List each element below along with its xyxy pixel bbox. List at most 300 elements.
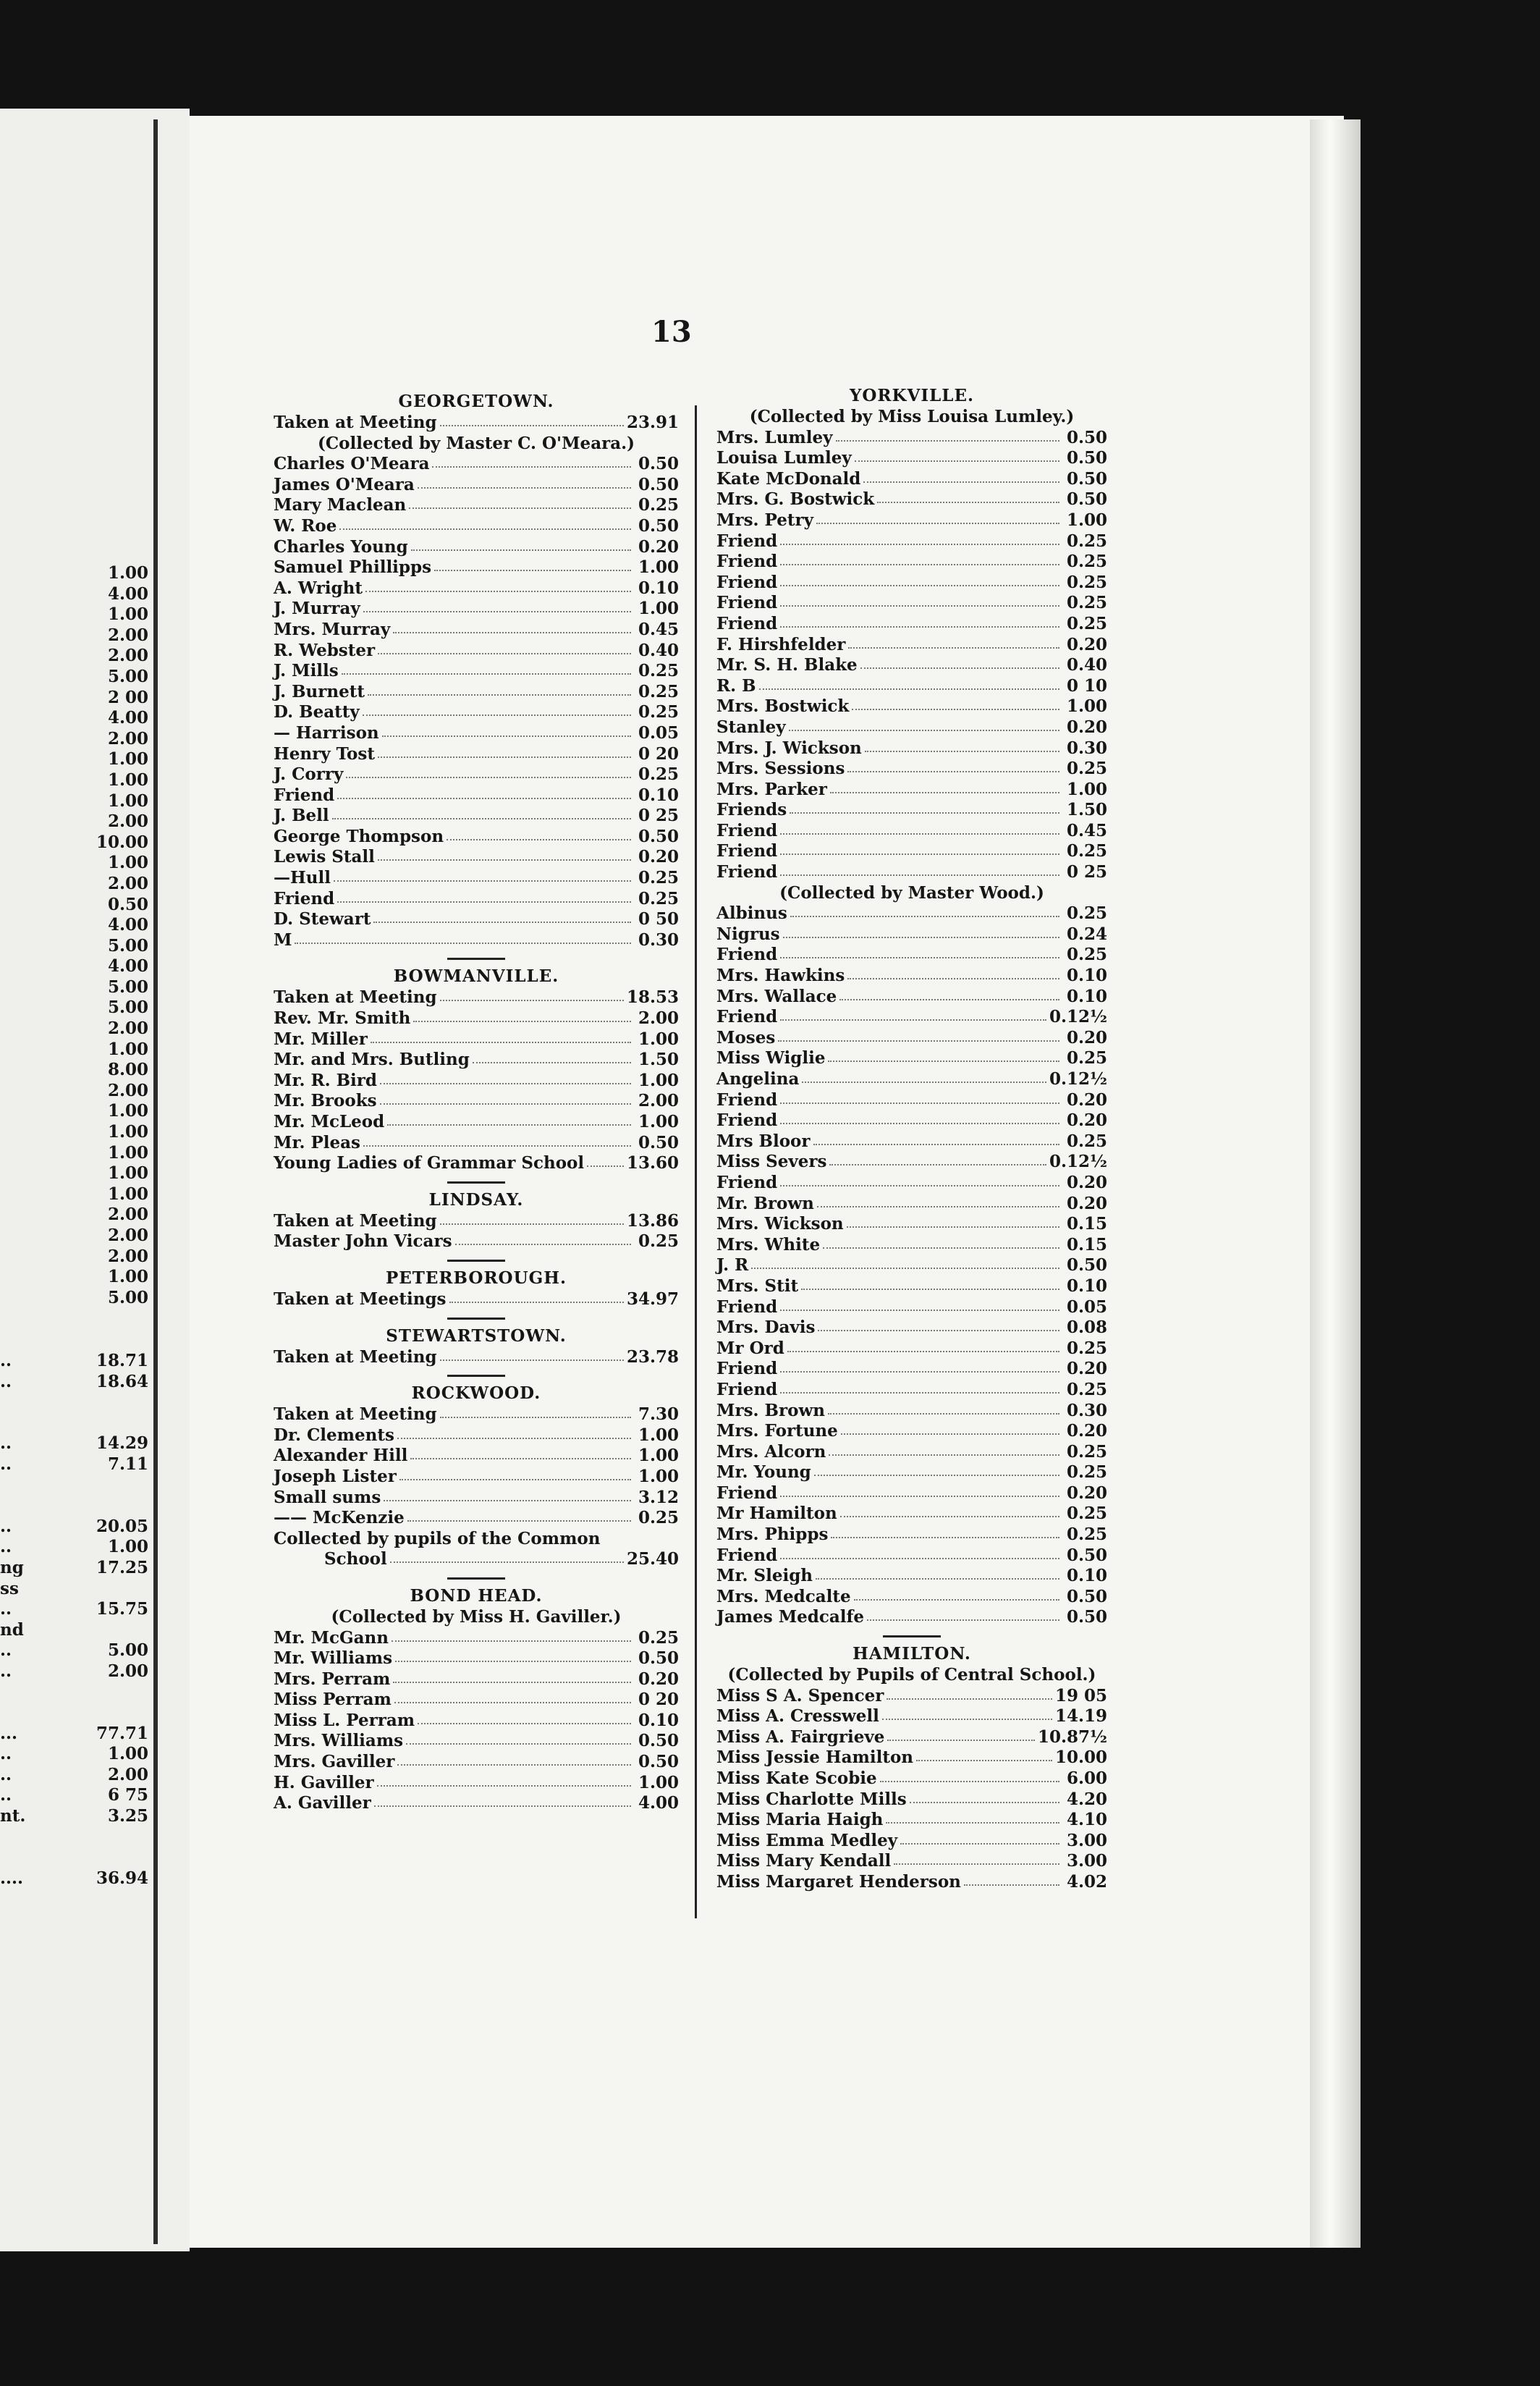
donation-row	[274, 413, 679, 434]
section-rule	[883, 1635, 941, 1637]
donation-row	[274, 889, 679, 910]
leader-dots	[916, 1748, 1052, 1761]
previous-page-lower-line	[0, 1392, 148, 1413]
donation-row	[274, 1711, 679, 1732]
section-title: LINDSAY.	[428, 1189, 524, 1210]
leader-dots	[346, 764, 631, 778]
previous-page-fragment: ..	[0, 1785, 12, 1805]
donor-name: Taken at Meeting	[274, 413, 437, 432]
leader-dots	[860, 655, 1059, 669]
leader-dots	[380, 1091, 631, 1105]
donor-name: Miss Kate Scobie	[716, 1769, 877, 1788]
leader-dots	[829, 1152, 1046, 1165]
leader-dots	[828, 1048, 1059, 1062]
donation-amount: 0.10	[638, 785, 679, 805]
previous-page-fragment: ..	[0, 1661, 12, 1681]
donor-name: D. Beatty	[274, 702, 360, 722]
donor-name: School	[324, 1549, 387, 1569]
previous-page-fragment: ..	[0, 1371, 12, 1391]
donor-name: —— McKenzie	[274, 1508, 405, 1528]
donation-amount: 0.25	[1066, 1338, 1107, 1358]
previous-page-fragment: ..	[0, 1599, 12, 1619]
donor-name: Mr. S. H. Blake	[716, 655, 858, 675]
donation-row	[716, 738, 1107, 759]
leader-dots	[814, 1462, 1059, 1476]
donor-name: M	[274, 929, 292, 950]
donation-amount: 0.25	[638, 1508, 679, 1528]
donor-name: Taken at Meeting	[274, 987, 437, 1008]
donor-name: Mr Ord	[716, 1338, 784, 1358]
leader-dots	[780, 552, 1059, 565]
donation-amount: 0.20	[638, 847, 679, 867]
donation-row	[274, 847, 679, 868]
donation-row	[274, 806, 679, 827]
donor-name: Master John Vicars	[274, 1231, 452, 1252]
donation-amount: 1.00	[638, 1112, 679, 1131]
leader-dots	[887, 1727, 1035, 1741]
leader-dots	[339, 516, 631, 530]
leader-dots	[780, 841, 1059, 855]
donation-amount: 0.25	[1066, 945, 1107, 965]
previous-page-amount: 1.00	[107, 1142, 148, 1163]
donation-row	[716, 1790, 1107, 1810]
donation-row	[716, 1831, 1107, 1852]
donation-row	[716, 780, 1107, 801]
previous-page-margin-rule	[153, 119, 158, 2244]
donor-name: —Hull	[274, 868, 331, 888]
donation-amount: 0.12½	[1049, 1069, 1107, 1089]
donation-row	[716, 469, 1107, 490]
donation-row	[274, 1628, 679, 1649]
donation-amount: 10.87½	[1037, 1727, 1107, 1747]
donor-name: Friends	[716, 800, 787, 820]
leader-dots	[332, 806, 631, 819]
collector-note: (Collected by Master C. O'Meara.)	[317, 433, 635, 453]
leader-dots	[802, 1069, 1046, 1083]
donation-amount: 0.20	[1066, 1483, 1107, 1503]
donation-row	[274, 1690, 679, 1711]
previous-page-lower-line	[0, 1827, 148, 1848]
donation-amount: 0.12½	[1049, 1007, 1107, 1027]
donor-name: Taken at Meeting	[274, 1404, 437, 1425]
donation-row	[716, 800, 1107, 821]
donation-amount: 0.25	[1066, 1462, 1107, 1483]
donation-amount: 0.25	[638, 661, 679, 681]
previous-page-lower-line	[0, 1517, 148, 1538]
donation-amount: 2.00	[638, 1008, 679, 1029]
donation-row	[274, 1793, 679, 1814]
donation-row	[716, 1686, 1107, 1707]
previous-page-lower-line	[0, 1806, 148, 1827]
previous-page-amount: 15.75	[96, 1599, 148, 1619]
previous-page-amount: 5.00	[107, 935, 148, 956]
donor-name: Alexander Hill	[274, 1446, 408, 1466]
donor-name: H. Gaviller	[274, 1772, 374, 1792]
donor-name: Miss Wiglie	[716, 1048, 826, 1068]
leader-dots	[413, 1008, 631, 1022]
donation-amount: 0.25	[638, 868, 679, 888]
donor-name: Mary Maclean	[274, 495, 407, 515]
previous-page-lower-line	[0, 1433, 148, 1454]
donor-name: George Thompson	[274, 826, 444, 846]
previous-page-amount: 1.00	[107, 1101, 148, 1121]
donation-amount: 0.25	[1066, 1131, 1107, 1151]
donor-name: Friend	[274, 785, 335, 805]
donor-name: Dr. Clements	[274, 1425, 394, 1445]
leader-dots	[371, 1029, 631, 1043]
donor-name: — Harrison	[274, 722, 379, 743]
donation-amount: 0 25	[638, 806, 679, 826]
collector-note: (Collected by Master Wood.)	[779, 882, 1044, 903]
donation-row	[716, 552, 1107, 573]
donation-amount: 18.53	[626, 987, 679, 1008]
donation-row	[274, 620, 679, 641]
donation-amount: 0.50	[1066, 1607, 1107, 1627]
previous-page-fragment: nt.	[0, 1806, 26, 1826]
donation-amount: 0.50	[1066, 448, 1107, 468]
leader-dots	[790, 903, 1059, 917]
leader-dots	[836, 428, 1059, 442]
previous-page-amount: 1.00	[107, 791, 148, 811]
donation-row	[716, 1566, 1107, 1587]
previous-page-amount: 1.00	[107, 1122, 148, 1142]
donation-row	[274, 868, 679, 889]
previous-page-amount: 2.00	[107, 1661, 148, 1681]
donation-row	[716, 1587, 1107, 1608]
donation-amount: 0.25	[1066, 552, 1107, 572]
donation-amount: 0.50	[638, 1132, 679, 1152]
donation-amount: 0.12½	[1049, 1152, 1107, 1172]
donation-amount: 3.00	[1066, 1830, 1107, 1850]
donor-name: Mr. R. Bird	[274, 1070, 377, 1090]
donation-amount: 0.50	[638, 1731, 679, 1751]
leader-dots	[886, 1810, 1059, 1824]
donation-amount: 0.20	[1066, 1089, 1107, 1110]
donation-row	[716, 448, 1107, 469]
leader-dots	[410, 1446, 631, 1459]
leader-dots	[778, 1028, 1059, 1042]
donor-name: Friend	[716, 593, 778, 613]
leader-dots	[363, 1133, 631, 1147]
donor-name: Mrs. Williams	[274, 1731, 404, 1751]
leader-dots	[787, 1339, 1059, 1352]
previous-page-amount: 2.00	[107, 812, 148, 832]
donation-amount: 0.10	[1066, 986, 1107, 1006]
donor-name: Louisa Lumley	[716, 448, 852, 468]
section-title: ROCKWOOD.	[411, 1383, 541, 1404]
donation-row	[716, 1276, 1107, 1297]
donor-name: Mr. and Mrs. Butling	[274, 1050, 470, 1070]
donation-amount: 0.50	[1066, 468, 1107, 489]
donation-amount: 0.15	[1066, 1214, 1107, 1234]
previous-page-amount: 2.00	[107, 873, 148, 893]
donation-amount: 0.20	[1066, 1027, 1107, 1047]
donor-name: Rev. Mr. Smith	[274, 1008, 411, 1029]
donor-name: Miss Emma Medley	[716, 1830, 898, 1850]
donor-name: Friend	[716, 552, 778, 572]
section-title: HAMILTON.	[852, 1644, 971, 1664]
leader-dots	[587, 1153, 624, 1167]
donor-name: Friend	[716, 820, 778, 840]
donation-amount: 0.25	[1066, 841, 1107, 861]
donation-row	[716, 428, 1107, 449]
leader-dots	[378, 641, 631, 654]
leader-dots	[783, 924, 1059, 938]
donor-name: Friend	[716, 572, 778, 592]
donation-row	[716, 655, 1107, 676]
donation-row	[274, 1446, 679, 1467]
leader-dots	[295, 930, 631, 944]
leader-dots	[823, 1235, 1059, 1249]
donor-name: James O'Meara	[274, 474, 415, 494]
donation-row	[716, 1318, 1107, 1339]
donor-name: Friend	[716, 1297, 778, 1317]
donation-row	[716, 1421, 1107, 1442]
donation-amount: 1.00	[638, 1466, 679, 1486]
donation-amount: 0.45	[1066, 820, 1107, 840]
donation-amount: 1.00	[638, 599, 679, 619]
leader-dots	[406, 1731, 631, 1745]
leader-dots	[780, 1546, 1059, 1559]
donor-name: Miss Margaret Henderson	[716, 1871, 961, 1892]
donor-name: Mr. Pleas	[274, 1132, 360, 1152]
donation-row	[274, 1347, 679, 1368]
donation-row	[274, 537, 679, 558]
previous-page-lower-line	[0, 1640, 148, 1661]
donation-amount: 0.25	[638, 702, 679, 722]
previous-page-amounts-lower	[0, 1351, 148, 1889]
leader-dots	[440, 413, 624, 426]
section-title: YORKVILLE.	[849, 386, 975, 405]
donor-name: R. B	[716, 675, 756, 696]
previous-page-amount: 4.00	[107, 708, 148, 728]
donation-row	[716, 1069, 1107, 1090]
donor-name: Mrs. Medcalte	[716, 1586, 851, 1606]
donation-row	[274, 495, 679, 516]
previous-page-amount: 5.00	[107, 977, 148, 997]
leader-dots	[368, 682, 631, 696]
donation-row	[716, 717, 1107, 738]
donor-name: Friend	[716, 945, 778, 965]
donation-amount: 0.20	[1066, 634, 1107, 654]
donation-amount: 4.00	[638, 1793, 679, 1813]
leader-dots	[780, 821, 1059, 835]
donation-amount: 1.00	[638, 1070, 679, 1090]
donation-amount: 34.97	[626, 1289, 679, 1309]
leader-dots	[818, 1318, 1059, 1331]
donation-row	[716, 1173, 1107, 1194]
donation-row	[274, 641, 679, 662]
donor-name: Samuel Phillipps	[274, 557, 432, 578]
donor-name: Miss Charlotte Mills	[716, 1789, 907, 1809]
leader-dots	[780, 614, 1059, 628]
donation-row	[274, 1549, 679, 1570]
leader-dots	[382, 723, 631, 737]
previous-page-fragment: ..	[0, 1351, 12, 1370]
previous-page-fragment: ..	[0, 1516, 12, 1536]
donation-amount: 0.10	[1066, 1276, 1107, 1296]
donation-amount: 1.00	[638, 1772, 679, 1792]
donation-amount: 0.45	[638, 619, 679, 639]
donation-row	[274, 827, 679, 848]
previous-page-lower-line	[0, 1537, 148, 1558]
donation-amount: 7.30	[638, 1404, 679, 1425]
previous-page-fragment: nd	[0, 1619, 24, 1640]
donation-amount: 1.00	[1066, 510, 1107, 530]
section-rule	[447, 1181, 505, 1184]
leader-dots	[397, 1425, 631, 1439]
donor-name: Friend	[716, 1089, 778, 1110]
donor-name: J. R	[716, 1255, 749, 1276]
donation-row	[716, 531, 1107, 552]
donation-amount: 4.20	[1066, 1789, 1107, 1809]
donor-name: Mrs. Hawkins	[716, 966, 845, 986]
donation-row	[274, 785, 679, 806]
donation-amount: 3.00	[1066, 1851, 1107, 1871]
previous-page-amount: 5.00	[107, 1640, 148, 1661]
donor-name: J. Murray	[274, 599, 360, 619]
previous-page-amount: 1.00	[107, 1537, 148, 1557]
previous-page-amount: 0.50	[107, 894, 148, 914]
donation-amount: 0.20	[638, 1669, 679, 1689]
donor-name: Mr. Young	[716, 1462, 811, 1483]
donation-row	[716, 1504, 1107, 1525]
donation-amount: 0.50	[638, 454, 679, 474]
donation-amount: 0.25	[638, 1627, 679, 1648]
leader-dots	[411, 537, 631, 551]
leader-dots	[393, 620, 631, 633]
donation-amount: 0.20	[1066, 1359, 1107, 1379]
previous-page-lower-line	[0, 1744, 148, 1765]
donor-name: Miss Perram	[274, 1690, 392, 1710]
donation-row	[716, 489, 1107, 510]
leader-dots	[780, 1483, 1059, 1497]
leader-dots	[473, 1050, 631, 1063]
leader-dots	[374, 1793, 631, 1807]
donor-name: Mrs. Bostwick	[716, 696, 850, 717]
donation-amount: 0.20	[1066, 1110, 1107, 1131]
donation-row	[274, 1133, 679, 1154]
donor-name: J. Mills	[274, 661, 339, 681]
donation-amount: 0.25	[638, 888, 679, 909]
donor-name: Mrs. Wickson	[716, 1214, 844, 1234]
leader-dots	[900, 1831, 1059, 1845]
donation-row	[716, 1131, 1107, 1152]
donation-row	[716, 1110, 1107, 1131]
donor-name: Miss A. Fairgrieve	[716, 1727, 885, 1747]
leader-dots	[780, 573, 1059, 586]
donation-row	[716, 1214, 1107, 1235]
previous-page-amount: 2.00	[107, 1226, 148, 1245]
donation-row	[716, 903, 1107, 924]
section-rule	[447, 1318, 505, 1320]
donation-amount: 0.30	[638, 929, 679, 950]
donor-name: Mrs. Brown	[716, 1400, 825, 1420]
donation-amount: 0.25	[638, 681, 679, 701]
leader-dots	[877, 489, 1059, 503]
previous-page-lower-line	[0, 1351, 148, 1372]
previous-page-amount: 8.00	[107, 1060, 148, 1080]
donation-amount: 0.25	[638, 1231, 679, 1252]
leader-dots	[887, 1686, 1052, 1700]
donation-row	[716, 945, 1107, 966]
donation-row	[716, 1380, 1107, 1401]
leader-dots	[395, 1648, 631, 1662]
previous-page-lower-line	[0, 1682, 148, 1703]
donor-name: Mr. McGann	[274, 1627, 389, 1648]
donor-name: F. Hirshfelder	[716, 634, 846, 654]
donation-row	[716, 1028, 1107, 1049]
donation-row	[274, 516, 679, 537]
donation-row	[716, 1810, 1107, 1831]
leader-dots	[780, 1380, 1059, 1394]
donation-row	[716, 759, 1107, 780]
leader-dots	[447, 827, 631, 840]
previous-page-amount: 6 75	[107, 1785, 148, 1805]
leader-dots	[418, 1711, 631, 1724]
previous-page-lower-line	[0, 1620, 148, 1641]
donation-row	[274, 475, 679, 496]
donor-name: Charles O'Meara	[274, 454, 430, 474]
donation-amount: 0.25	[1066, 593, 1107, 613]
donation-row	[274, 1071, 679, 1092]
previous-page-amount: 3.25	[107, 1806, 148, 1826]
donor-name: Lewis Stall	[274, 847, 375, 867]
previous-page-lower-line	[0, 1847, 148, 1868]
leader-dots	[854, 1587, 1059, 1601]
leader-dots	[363, 702, 631, 716]
leader-dots	[840, 1504, 1059, 1517]
donor-name: Mr. Williams	[274, 1648, 393, 1669]
previous-page-amount: 5.00	[107, 666, 148, 686]
donor-name: Mrs Bloor	[716, 1131, 811, 1151]
donation-row	[716, 510, 1107, 531]
leader-dots	[894, 1851, 1059, 1865]
donor-name: Miss Maria Haigh	[716, 1810, 884, 1830]
leader-dots	[801, 1276, 1059, 1290]
donor-name: W. Roe	[274, 515, 337, 536]
donation-row	[274, 1153, 679, 1174]
donor-name: A. Gaviller	[274, 1793, 371, 1813]
donation-row	[274, 1731, 679, 1752]
leader-dots	[780, 862, 1059, 876]
leader-dots	[847, 1214, 1059, 1228]
donation-row	[274, 682, 679, 703]
donor-name: Friend	[274, 888, 335, 909]
leader-dots	[829, 1442, 1059, 1456]
donation-amount: 1.00	[638, 1446, 679, 1466]
previous-page-amount: 2.00	[107, 1019, 148, 1039]
page-edge	[1310, 119, 1361, 2248]
donation-row	[716, 1727, 1107, 1748]
section-title: BOND HEAD.	[410, 1585, 543, 1606]
donation-row	[716, 1706, 1107, 1727]
donation-amount: 0.25	[1066, 572, 1107, 592]
donation-amount: 0.25	[1066, 1379, 1107, 1399]
donation-amount: 0.50	[1066, 1545, 1107, 1565]
previous-page-amount: 2.00	[107, 646, 148, 666]
donor-name: Mrs. White	[716, 1234, 821, 1255]
previous-page-amount: 4.00	[107, 915, 148, 935]
leader-dots	[839, 987, 1059, 1000]
donation-row	[716, 676, 1107, 697]
leader-dots	[790, 800, 1059, 814]
leader-dots	[409, 495, 631, 509]
donation-amount: 0 20	[638, 1690, 679, 1710]
donation-row	[716, 696, 1107, 717]
donor-name: Miss Jessie Hamilton	[716, 1748, 914, 1768]
previous-page-lower-line	[0, 1661, 148, 1682]
